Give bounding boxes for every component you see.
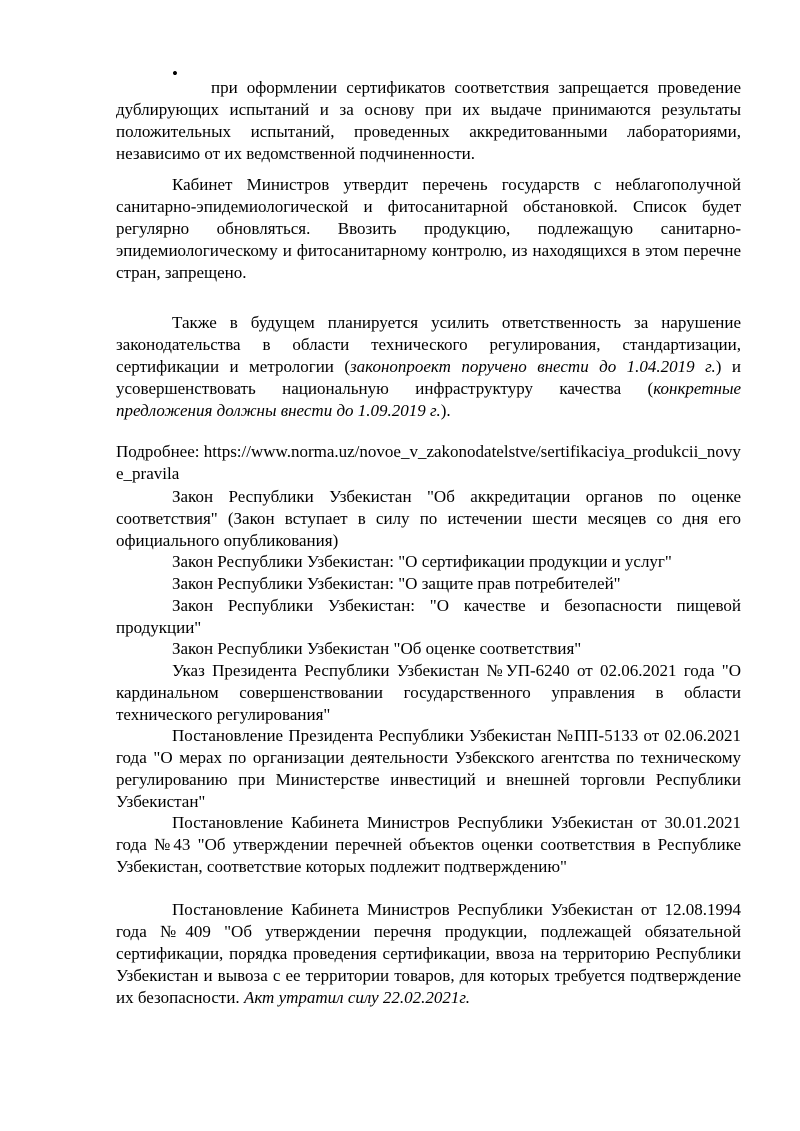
law-item-last <box>116 899 741 1009</box>
future-text-3: ). <box>440 401 451 420</box>
law-item: Закон Республики Узбекистан "Об аккредитации органов по оценке соответствия" (Закон вступает в силу по истечении шести месяцев со дня его официального опубликования) <box>116 487 741 550</box>
paragraph-cabinet: Кабинет Министров утвердит перечень государств с неблагополучной санитарно-эпидемиологической и фитосанитарной обстановкой. Список будет регулярно обновляться. Ввозить продукцию, подлежащую санитарно-эпидемиологическому и фитосанитарному контролю, из находящихся в этом перечне стран, запрещено. <box>116 175 741 282</box>
law-item: Закон Республики Узбекистан: "О сертификации продукции и услуг" <box>172 552 672 571</box>
future-italic-2: конкретные предложения должны внести до 1.09.2019 г. <box>116 379 741 420</box>
future-text-1: Также в будущем планируется усилить ответственность за нарушение законодательства в области технического регулирования, стандартизации, сертификации и метрологии ( <box>116 313 741 376</box>
law-item: Закон Республики Узбекистан: "О защите прав потребителей" <box>172 574 621 593</box>
last-law-note: Акт утратил силу 22.02.2021г. <box>243 988 471 1007</box>
law-item: Закон Республики Узбекистан "Об оценке соответствия" <box>172 639 582 658</box>
last-law-text: Постановление Кабинета Министров Республики Узбекистан от 12.08.1994 года №409 "Об утверждении перечня продукции, подлежащей обязательной сертификации, порядка проведения сертификации, ввоза на территорию Республики Узбекистан и вывоза с ее территории товаров, для которых требуется подтверждение их безопасности. <box>116 900 741 1007</box>
source-link[interactable]: https://www.norma.uz/novoe_v_zakonodatelstve/sertifikaciya_produkcii_novye_pravila <box>116 442 741 483</box>
law-item: Постановление Кабинета Министров Республики Узбекистан от 30.01.2021 года №43 "Об утверждении перечней объектов оценки соответствия в Республике Узбекистан, соответствие которых подлежит подтверждению" <box>116 813 741 876</box>
bullet-icon: • <box>172 64 178 83</box>
more-label: Подробнее: <box>116 442 204 461</box>
paragraph-future <box>116 312 741 422</box>
law-item: Постановление Президента Республики Узбекистан №ПП-5133 от 02.06.2021 года "О мерах по организации деятельности Узбекского агентства по техническому регулированию при Министерстве инвестиций и внешней торговли Республики Узбекистан" <box>116 726 741 811</box>
more-link-line <box>116 441 741 485</box>
future-italic-1: законопроект поручено внести до 1.04.2019 г. <box>350 357 716 376</box>
law-item: Закон Республики Узбекистан: "О качестве и безопасности пищевой продукции" <box>116 596 741 637</box>
future-text-2: ) и усовершенствовать национальную инфраструктуру качества ( <box>116 357 742 398</box>
bullet-paragraph: при оформлении сертификатов соответствия запрещается проведение дублирующих испытаний и за основу при их выдаче принимаются результаты положительных испытаний, проведенных аккредитованными лабораториями, независимо от их ведомственной подчиненности. <box>116 78 741 163</box>
law-item: Указ Президента Республики Узбекистан №УП-6240 от 02.06.2021 года "О кардинальном совершенствовании государственного управления в области технического регулирования" <box>116 661 741 724</box>
